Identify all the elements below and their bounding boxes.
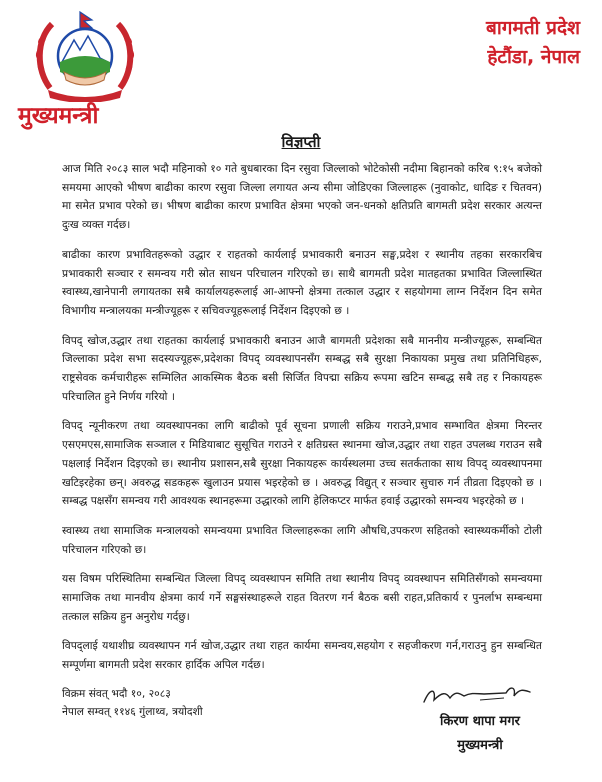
- signatory: [405, 710, 555, 758]
- office-title: मुख्यमन्त्री: [18, 103, 99, 129]
- date-nepal-sambat: नेपाल सम्वत् ११४६ गुंलाथ्व, त्रयोदशी: [62, 705, 203, 718]
- handwritten-signature: [420, 682, 540, 710]
- date-vikram: विक्रम संवत् भदौ १०, २०८३: [62, 687, 171, 700]
- office-address: [486, 14, 580, 72]
- city-name: हेटौंडा, नेपाल: [487, 46, 580, 68]
- signer-title: मुख्यमन्त्री: [457, 738, 503, 753]
- province-name: बागमती प्रदेश: [485, 17, 580, 39]
- notice-title: विज्ञप्ती: [281, 133, 321, 151]
- paragraph: यस विषम परिस्थितिमा सम्बन्धित जिल्ला विपद् व्यवस्थापन समिति तथा स्थानीय विपद् व्यवस्थापन समितिसँगको समन्वयमा सामाजिक तथा मानवीय क्षेत्रमा कार्य गर्ने सङ्घसंस्थाहरूले राहत वितरण गर्न बैठक बसी राहत,प्रतिकार्य र पुनर्लाभ सम्बन्धमा तत्काल सक्रिय हुन अनुरोध गर्दछु।: [62, 572, 542, 623]
- paragraph: बाढीका कारण प्रभावितहरूको उद्धार र राहतको कार्यलाई प्रभावकारी बनाउन सङ्घ,प्रदेश र स्थानीय तहका सरकारबिच प्रभावकारी सञ्चार र समन्वय गरी स्रोत साधन परिचालन गरिएको छ। साथै बागमती प्रदेश मातहतका प्रभावित जिल्लास्थित स्वास्थ्य,खानेपानी लगायतका सबै कार्यालयहरूलाई आ-आफ्नो क्षेत्रमा तत्काल उद्धार र सहयोगमा लाग्न निर्देशन दिन समेत विभागीय मन्त्रालयका मन्त्रीज्यूहरू र सचिवज्यूहरूलाई निर्देशन दिइएको छ ।: [62, 247, 542, 317]
- paragraph: विपद् न्यूनीकरण तथा व्यवस्थापनका लागि बाढीको पूर्व सूचना प्रणाली सक्रिय गराउने,प्रभाव सम्भावित क्षेत्रमा निरन्तर एसएमएस,सामाजिक सञ्जाल र मिडियाबाट सुसूचित गराउने र क्षतिग्रस्त स्थानमा खोज,उद्धार तथा राहत उपलब्ध गराउन सबै पक्षलाई निर्देशन दिइएको छ। स्थानीय प्रशासन,सबै सुरक्षा निकायहरू कार्यस्थलमा उच्च सतर्कताका साथ विपद् व्यवस्थापनमा खटिइरहेका छन्। अवरुद्ध सडकहरू खुलाउन प्रयास भइरहेको छ । अवरुद्ध विद्युत् र सञ्चार सुचारु गर्न तीव्रता दिइएको छ । सम्बद्ध पक्षसँग समन्वय गरी आवश्यक स्थानहरूमा उद्धारको लागि हेलिकप्टर मार्फत हवाई उद्धारको समन्वय भइरहेको छ ।: [62, 419, 542, 508]
- signer-name: किरण थापा मगर: [440, 714, 520, 729]
- notice-heading: [0, 132, 602, 152]
- paragraph: विपद्लाई यथाशीघ्र व्यवस्थापन गर्न खोज,उद्धार तथा राहत कार्यमा समन्वय,सहयोग र सहजीकरण गर्न,गराउनु हुन सम्बन्धित सम्पूर्णमा बागमती प्रदेश सरकार हार्दिक अपिल गर्दछ।: [62, 639, 542, 672]
- date-block: [62, 685, 203, 721]
- paragraph: विपद् खोज,उद्धार तथा राहतका कार्यलाई प्रभावकारी बनाउन आजै बागमती प्रदेशका सबै माननीय मन्त्रीज्यूहरू, सम्बन्धित जिल्लाका प्रदेश सभा सदस्यज्यूहरू,प्रदेशका विपद् व्यवस्थापनसँग सम्बद्ध सबै सुरक्षा निकायका प्रमुख तथा प्रतिनिधिहरू, राष्ट्रसेवक कर्मचारीहरू सम्मिलित आकस्मिक बैठक बसी सिर्जित विपद्मा सक्रिय रूपमा खटिन सम्बद्ध सबै तह र निकायहरू परिचालित हुने निर्णय गरियो ।: [62, 333, 542, 403]
- notice-body: [62, 160, 542, 686]
- province-emblem-icon: [30, 10, 140, 102]
- paragraph: आज मिति २०८३ साल भदौ महिनाको १० गते बुधबारका दिन रसुवा जिल्लाको भोटेकोसी नदीमा बिहानको करिब ९:१५ बजेको समयमा आएको भीषण बाढीका कारण रसुवा जिल्ला लगायत अन्य सीमा जोडिएका जिल्लाहरू (नुवाकोट, धादिङ र चितवन) मा समेत प्रभाव परेको छ। भीषण बाढीका कारण प्रभावित क्षेत्रमा भएको जन-धनको क्षतिप्रति बागमती प्रदेश सरकार अत्यन्त दुःख व्यक्त गर्दछ।: [62, 162, 542, 232]
- paragraph: स्वास्थ्य तथा सामाजिक मन्त्रालयको समन्वयमा प्रभावित जिल्लाहरूका लागि औषधि,उपकरण सहितको स्वास्थ्यकर्मीको टोली परिचालन गरिएको छ।: [62, 523, 542, 556]
